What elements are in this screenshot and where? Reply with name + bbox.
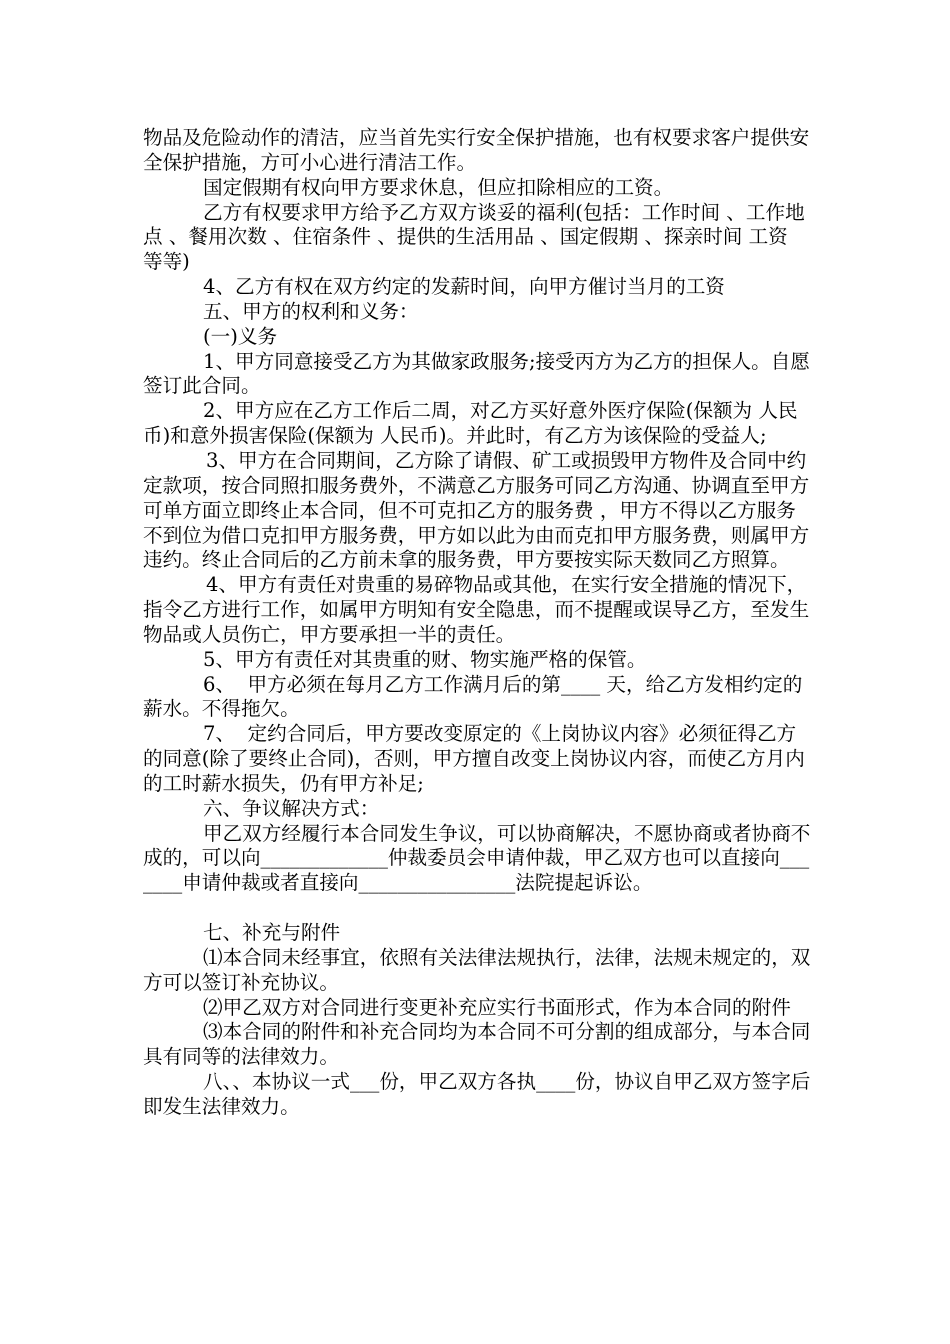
section-heading: 五、甲方的权利和义务： <box>203 299 419 323</box>
paragraph: 2、甲方应在乙方工作后二周，对乙方买好意外医疗保险(保额为 人民币)和意外损害保险(保额为 人民币)。并此时，有乙方为该保险的受益人; <box>143 399 798 448</box>
paragraph: 7、 定约合同后，甲方要改变原定的《上岗协议内容》必须征得乙方的同意(除了要终止合同)，否则，甲方擅自改变上岗协议内容，而使乙方月内的工时薪水损失，仍有甲方补足; <box>143 722 805 795</box>
paragraph: 国定假期有权向甲方要求休息，但应扣除相应的工资。 <box>203 175 674 199</box>
section-heading: 七、补充与附件 <box>203 921 341 944</box>
paragraph: 4、甲方有责任对贵重的易碎物品或其他，在实行安全措施的情况下，指令乙方进行工作，如属甲方明知有安全隐患，而不提醒或误导乙方，至发生物品或人员伤亡，甲方要承担一半的责任。 <box>143 573 810 646</box>
paragraph: 乙方有权要求甲方给予乙方双方谈妥的福利(包括：工作时间 、工作地点 、餐用次数 、住宿条件 、提供的生活用品 、国定假期 、探亲时间 工资 等等) <box>143 200 805 274</box>
paragraph: 6、 甲方必须在每月乙方工作满月后的第____ 天，给乙方发相约定的薪水。不得拖欠。 <box>143 672 803 721</box>
contract-body <box>143 126 813 1120</box>
paragraph: 甲乙双方经履行本合同发生争议，可以协商解决，不愿协商或者协商不成的，可以向_____________仲裁委员会申请仲裁，甲乙双方也可以直接向_______申请仲裁或者直接向________________法院提起诉讼。 <box>143 821 811 895</box>
paragraph: ⑴本合同未经事宜，依照有关法律法规执行，法律，法规未规定的，双方可以签订补充协议。 <box>143 945 811 994</box>
blank-line <box>143 896 813 921</box>
paragraph: 4、乙方有权在双方约定的发薪时间，向甲方催讨当月的工资 <box>203 275 725 299</box>
paragraph: ⑶本合同的附件和补充合同均为本合同不可分割的组成部分，与本合同具有同等的法律效力。 <box>143 1020 811 1069</box>
paragraph: 八、、本协议一式___份，甲乙双方各执____份，协议自甲乙双方签字后即发生法律效力。 <box>143 1070 811 1118</box>
paragraph: 5、甲方有责任对其贵重的财、物实施严格的保管。 <box>203 647 647 671</box>
paragraph: ⑵甲乙双方对合同进行变更补充应实行书面形式，作为本合同的附件 <box>203 995 791 1019</box>
section-heading: 六、争议解决方式： <box>203 796 380 820</box>
paragraph: 3、甲方在合同期间，乙方除了请假、矿工或损毁甲方物件及合同中约定款项，按合同照扣服务费外，不满意乙方服务可同乙方沟通、协调直至甲方可单方面立即终止本合同，但不可克扣乙方的服务费 ，甲方不得以乙方服务不到位为借口克扣甲方服务费，甲方如以此为由而克扣甲方服务费，则属甲方违约。终止合同后的乙方前未拿的服务费，甲方要按实际天数同乙方照算。 <box>143 448 810 572</box>
paragraph: 物品及危险动作的清洁，应当首先实行安全保护措施，也有权要求客户提供安全保护措施，方可小心进行清洁工作。 <box>143 126 810 174</box>
paragraph: 1、甲方同意接受乙方为其做家政服务;接受丙方为乙方的担保人。自愿签订此合同。 <box>143 349 810 398</box>
subsection-heading: (一)义务 <box>203 324 278 348</box>
